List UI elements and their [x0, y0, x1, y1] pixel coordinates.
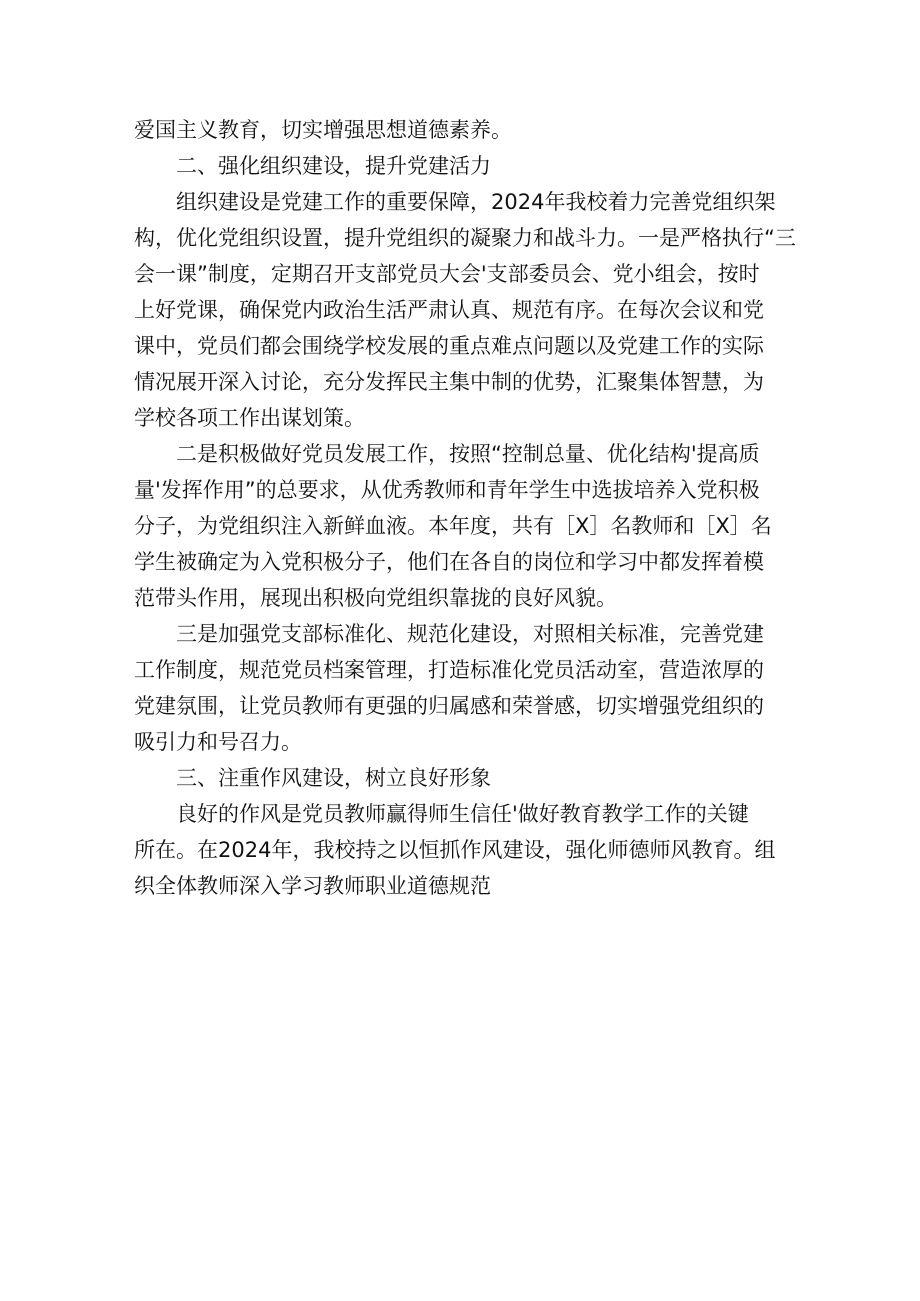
document-body [134, 112, 796, 904]
heading-line: 三、注重作风建设，树立良好形象 [176, 766, 491, 790]
text-line: 良好的作风是党员教师赢得师生信任'做好教育教学工作的关键 [176, 802, 749, 826]
text-line: 范带头作用，展现出积极向党组织靠拢的良好风貌。 [134, 586, 617, 610]
paragraph-member-development [134, 436, 788, 616]
text-line: 所在。在2024年，我校持之以恒抓作风建设，强化师德师风教育。组 [134, 838, 776, 862]
text-line: 吸引力和号召力。 [134, 730, 302, 754]
text-line: 量'发挥作用”的总要求，从优秀教师和青年学生中选拔培养入党积极 [134, 478, 760, 502]
paragraph-conduct-building [134, 796, 788, 904]
paragraph-standardization [134, 616, 788, 760]
text-line: 组织建设是党建工作的重要保障，2024年我校着力完善党组织架 [176, 190, 776, 214]
text-line: 三是加强党支部标准化、规范化建设，对照相关标准，完善党建 [176, 622, 764, 646]
text-line: 学校各项工作出谋划策。 [134, 406, 365, 430]
text-line: 工作制度，规范党员档案管理，打造标准化党员活动室，营造浓厚的 [134, 658, 764, 682]
paragraph-continuation [134, 112, 788, 148]
paragraph-organization-building [134, 184, 796, 436]
text-line: 分子，为党组织注入新鲜血液。本年度，共有［X］名教师和［X］名 [134, 514, 772, 538]
section-heading-conduct [134, 760, 788, 796]
text-line: 党建氛围，让党员教师有更强的归属感和荣誉感，切实增强党组织的 [134, 694, 764, 718]
text-line: 上好党课，确保党内政治生活严肃认真、规范有序。在每次会议和党 [134, 298, 764, 322]
section-heading-organization [134, 148, 788, 184]
text-line: 学生被确定为入党积极分子，他们在各自的岗位和学习中都发挥着模 [134, 550, 764, 574]
text-line: 构，优化党组织设置，提升党组织的凝聚力和战斗力。一是严格执行“三 [134, 226, 796, 250]
text-line: 情况展开深入讨论，充分发挥民主集中制的优势，汇聚集体智慧，为 [134, 370, 764, 394]
heading-line: 二、强化组织建设，提升党建活力 [176, 154, 491, 178]
text-line: 二是积极做好党员发展工作，按照“控制总量、优化结构'提高质 [176, 442, 760, 466]
text-line: 爱国主义教育，切实增强思想道德素养。 [134, 118, 512, 142]
text-line: 会一课”制度，定期召开支部党员大会'支部委员会、党小组会，按时 [134, 262, 760, 286]
text-line: 织全体教师深入学习教师职业道德规范 [134, 874, 491, 898]
text-line: 课中，党员们都会围绕学校发展的重点难点问题以及党建工作的实际 [134, 334, 764, 358]
